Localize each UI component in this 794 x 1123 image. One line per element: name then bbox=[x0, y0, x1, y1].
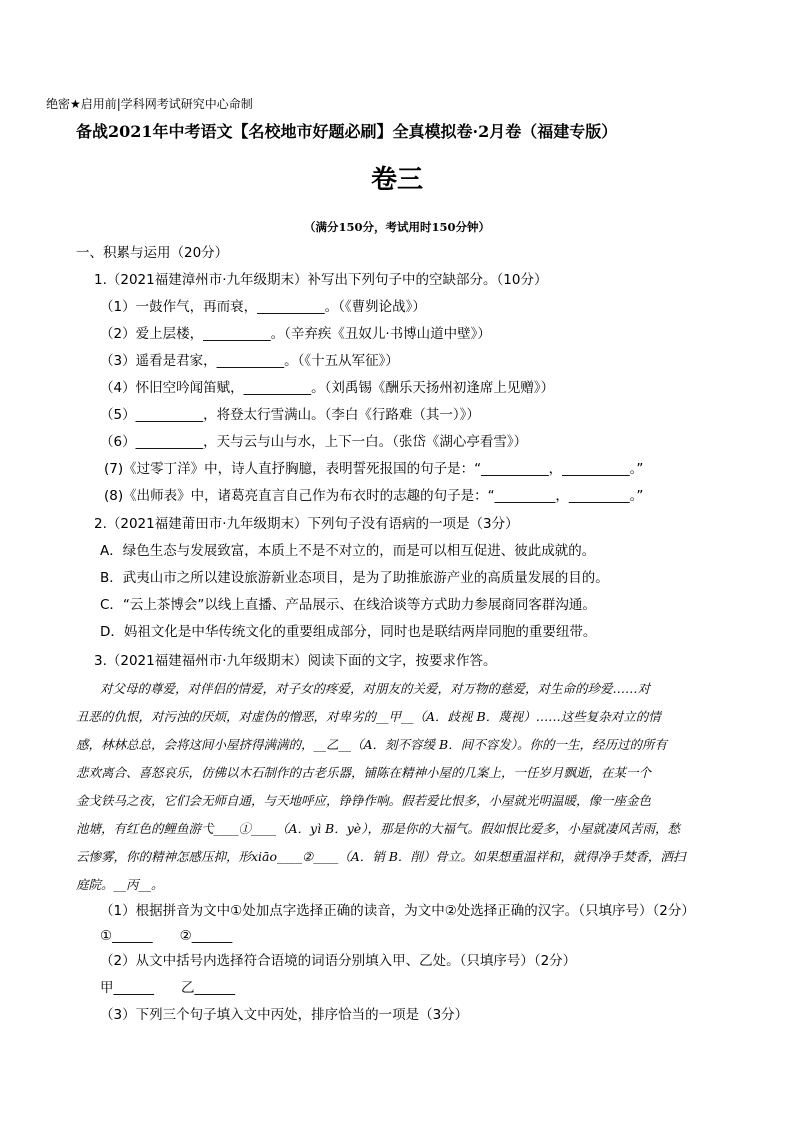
passage-line: 云惨雾，你的精神怎感压抑，形xiāo____②____（A．销 B．削）骨立。如果想重温祥和，就得净手焚香，洒扫 bbox=[76, 849, 686, 864]
q1-item: (7)《过零丁洋》中，诗人直抒胸臆，表明誓死报国的句子是：“__________，__________。” bbox=[104, 461, 644, 477]
q1-item: （5）__________，将登太行雪满山。（李白《行路难（其一）》） bbox=[100, 407, 480, 423]
q3-sub-2: （2）从文中括号内选择符合语境的词语分别填入甲、乙处。（只填序号）（2分） bbox=[100, 953, 577, 969]
q1-stem: 1.（2021福建漳州市·九年级期末）补写出下列句子中的空缺部分。（10分） bbox=[94, 272, 548, 288]
page-title: 卷三 bbox=[370, 165, 423, 195]
q1-item: （6）__________，天与云与山与水，上下一白。（张岱《湖心亭看雪》） bbox=[100, 434, 528, 450]
q2-option-d: D．妈祖文化是中华传统文化的重要组成部分，同时也是联结两岸同胞的重要纽带。 bbox=[100, 624, 597, 640]
passage-line: 感，林林总总，会将这间小屋挤得满满的，__乙__（A．刻不容缓 B．间不容发）。你的一生，经历过的所有 bbox=[76, 737, 667, 752]
passage-line: 池塘，有红色的鲤鱼游弋____①____（A．yì B．yè），那是你的大福气。假如恨比爱多，小屋就凄风苦雨，愁 bbox=[76, 821, 680, 836]
q1-item: （3）遥看是君家，__________。（《十五从军征》） bbox=[100, 353, 399, 369]
q1-item: （1）一鼓作气，再而衰，__________。（《曹刿论战》） bbox=[100, 299, 426, 315]
q3-stem: 3.（2021福建福州市·九年级期末）阅读下面的文字，按要求作答。 bbox=[94, 653, 497, 669]
passage-line: 对父母的尊爱，对伴侣的情爱，对子女的疼爱，对朋友的关爱，对万物的慈爱，对生命的珍爱……对 bbox=[100, 681, 651, 696]
exam-title: 备战2021年中考语文【名校地市好题必刷】全真模拟卷·2月卷（福建专版） bbox=[76, 122, 618, 141]
q1-item: (8)《出师表》中，诸葛亮直言自己作为布衣时的志趣的句子是：“_________，_________。” bbox=[104, 488, 644, 504]
q2-option-c: C．“云上茶博会”以线上直播、产品展示、在线洽谈等方式助力参展商同客群沟通。 bbox=[100, 597, 596, 613]
q1-item: （4）怀旧空吟闻笛赋，__________。（刘禹锡《酬乐天扬州初逢席上见赠》） bbox=[100, 380, 555, 396]
q3-sub-1: （1）根据拼音为文中①处加点字选择正确的读音，为文中②处选择正确的汉字。（只填序号）（2分） bbox=[100, 903, 695, 919]
passage-line: 庭院。__丙__。 bbox=[76, 877, 164, 892]
q3-sub-1-answers: ①______ ②______ bbox=[100, 928, 233, 944]
score-note: （满分150分，考试用时150分钟） bbox=[303, 220, 490, 234]
q3-sub-2-answers: 甲______ 乙______ bbox=[100, 980, 235, 996]
q2-stem: 2.（2021福建莆田市·九年级期末）下列句子没有语病的一项是（3分） bbox=[94, 516, 519, 532]
passage-line: 丑恶的仇恨，对污浊的厌烦，对虚伪的憎恶，对卑劣的__甲__（A．歧视 B．蔑视）……这些复杂对立的情 bbox=[76, 709, 661, 724]
secret-label: 绝密★启用前|学科网考试研究中心命制 bbox=[46, 97, 253, 111]
q3-sub-3: （3）下列三个句子填入文中丙处，排序恰当的一项是（3分） bbox=[100, 1007, 469, 1023]
q2-option-a: A．绿色生态与发展致富，本质上不是不对立的，而是可以相互促进、彼此成就的。 bbox=[100, 543, 596, 559]
section-heading: 一、积累与运用（20分） bbox=[76, 245, 229, 261]
q2-option-b: B．武夷山市之所以建设旅游新业态项目，是为了助推旅游产业的高质量发展的目的。 bbox=[100, 570, 609, 586]
passage-line: 悲欢离合、喜怒哀乐，仿佛以木石制作的古老乐器，铺陈在精神小屋的几案上，一任岁月飘逝，在某一个 bbox=[76, 765, 652, 780]
q1-item: （2）爱上层楼，__________。（辛弃疾《丑奴儿·书博山道中壁》） bbox=[100, 326, 491, 342]
passage-line: 金戈铁马之夜，它们会无师自通，与天地呼应，铮铮作响。假若爱比恨多，小屋就光明温暖，像一座金色 bbox=[76, 793, 652, 808]
